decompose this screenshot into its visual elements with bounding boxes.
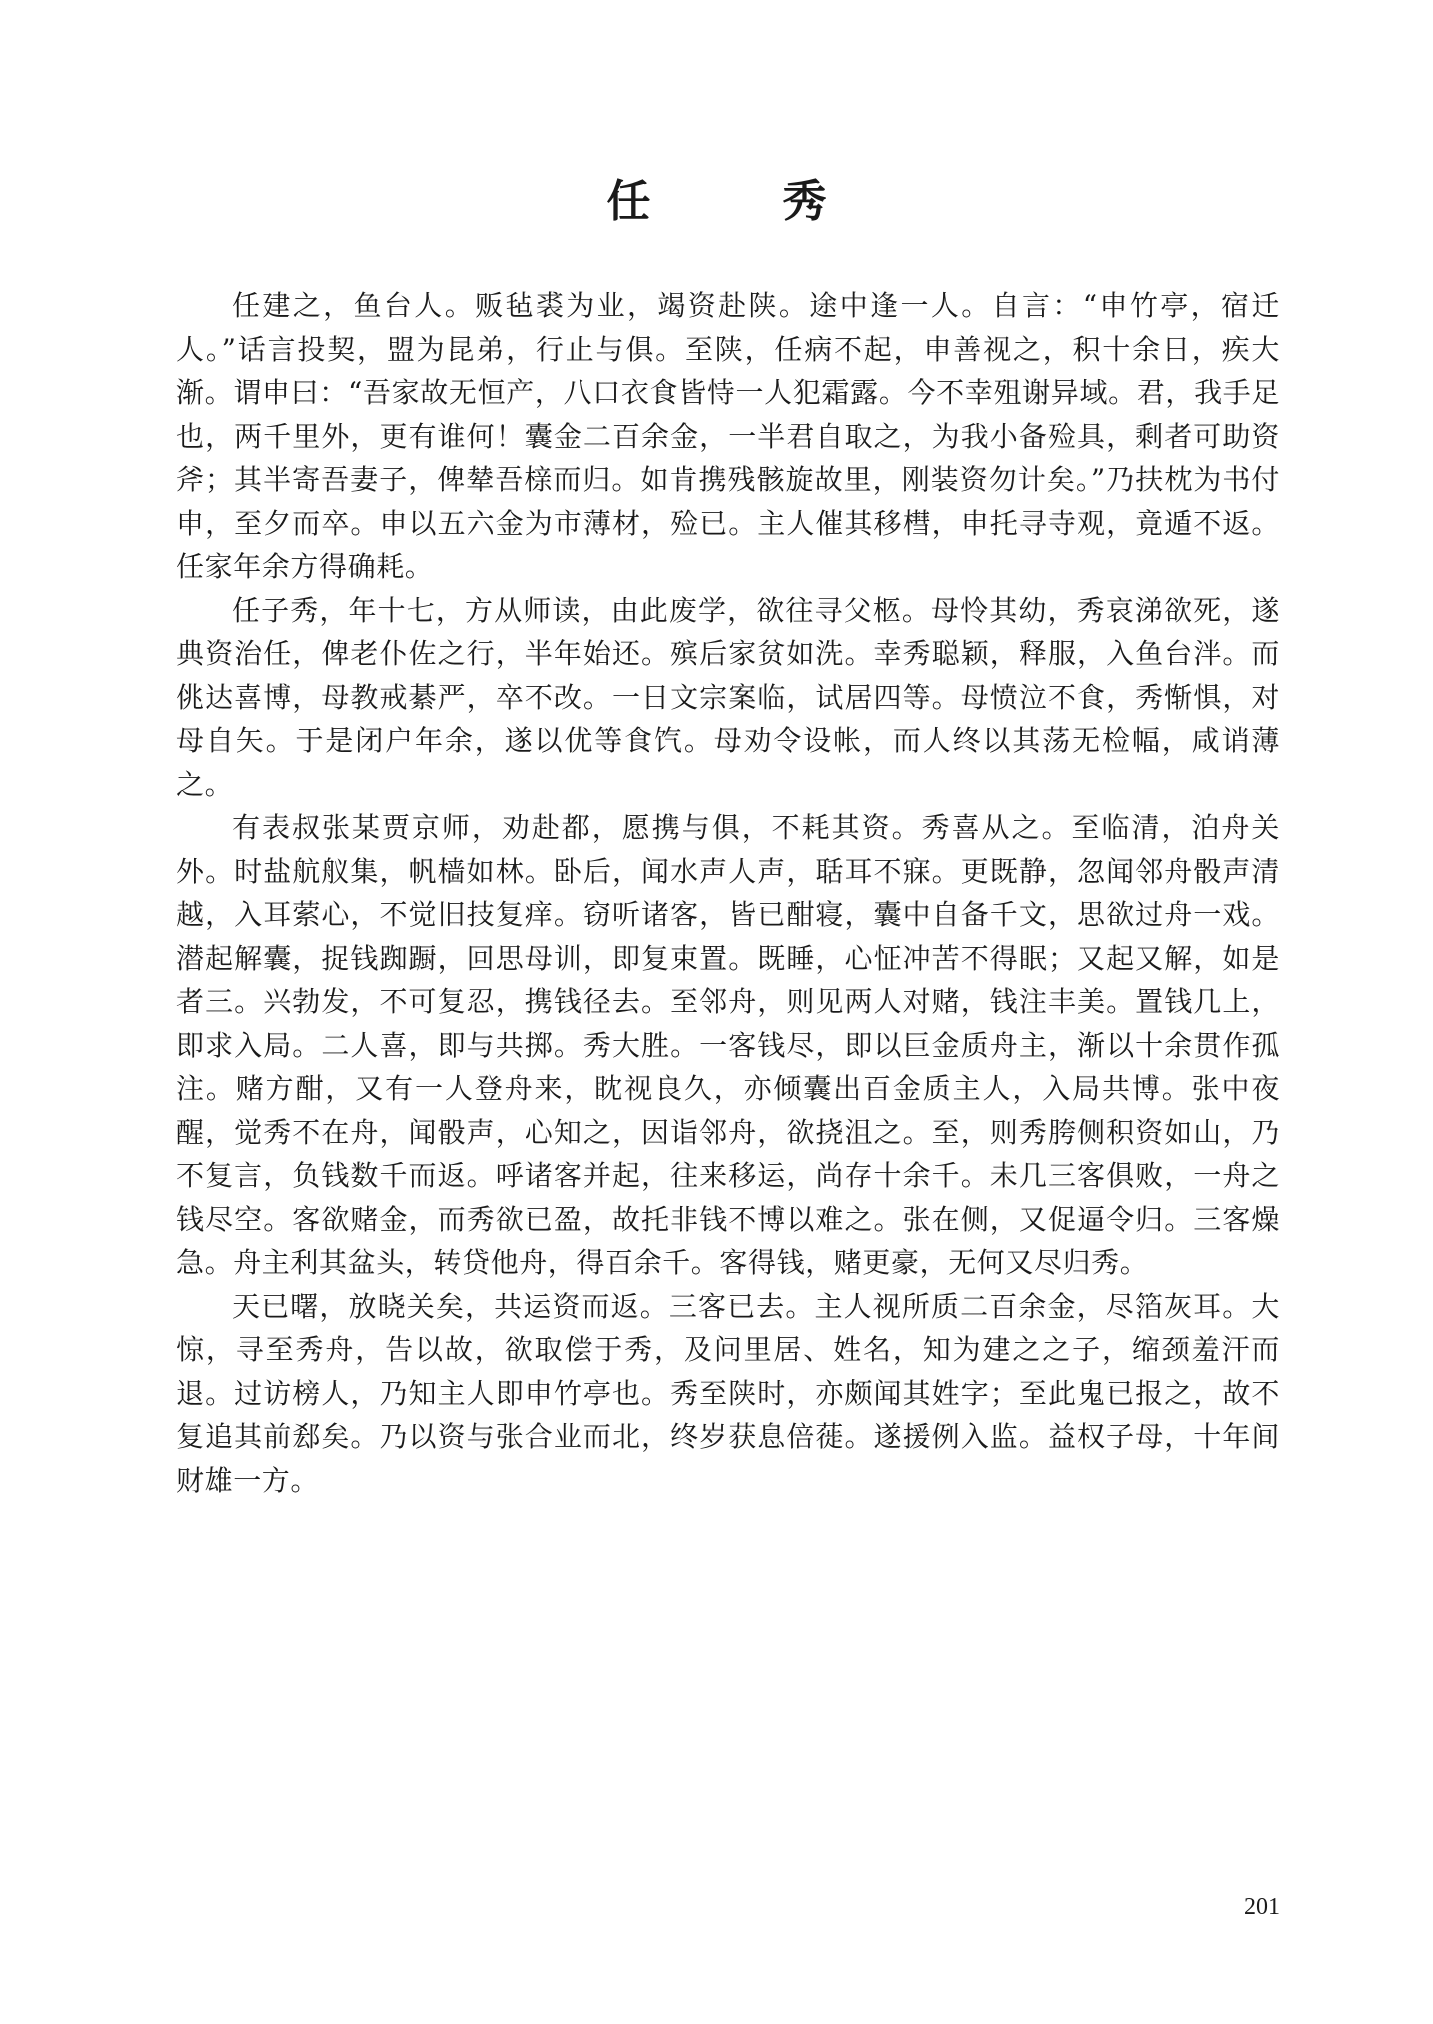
paragraph-3: 有表叔张某贾京师，劝赴都，愿携与俱，不耗其资。秀喜从之。至临清，泊舟关外。时盐航舣集，帆樯如林。卧后，闻水声人声，聒耳不寐。更既静，忽闻邻舟骰声清越，入耳萦心，不觉旧技复痒。窃听诸客，皆已酣寝，囊中自备千文，思欲过舟一戏。潜起解囊，捉钱踟蹰，回思母训，即复束置。既睡，心怔冲苦不得眠；又起又解，如是者三。兴勃发，不可复忍，携钱径去。至邻舟，则见两人对赌，钱注丰美。置钱几上，即求入局。二人喜，即与共掷。秀大胜。一客钱尽，即以巨金质舟主，渐以十余贯作孤注。赌方酣，又有一人登舟来，眈视良久，亦倾囊出百金质主人，入局共博。张中夜醒，觉秀不在舟，闻骰声，心知之，因诣邻舟，欲挠沮之。至，则秀胯侧积资如山，乃不复言，负钱数千而返。呼诸客并起，往来移运，尚存十余千。未几三客俱败，一舟之钱尽空。客欲赌金，而秀欲已盈，故托非钱不博以难之。张在侧，又促逼令归。三客燥急。舟主利其盆头，转贷他舟，得百余千。客得钱，赌更豪，无何又尽归秀。 bbox=[176, 811, 1280, 1279]
paragraph-2: 任子秀，年十七，方从师读，由此废学，欲往寻父柩。母怜其幼，秀哀涕欲死，遂典资治任，俾老仆佐之行，半年始还。殡后家贫如洗。幸秀聪颖，释服，入鱼台泮。而佻达喜博，母教戒綦严，卒不改。一日文宗案临，试居四等。母愤泣不食，秀惭惧，对母自矢。于是闭户年余，遂以优等食饩。母劝令设帐，而人终以其荡无检幅，咸诮薄之。 bbox=[176, 593, 1280, 801]
page-number: 201 bbox=[1244, 1894, 1280, 1920]
paragraph-4: 天已曙，放晓关矣，共运资而返。三客已去。主人视所质二百余金，尽箔灰耳。大惊，寻至秀舟，告以故，欲取偿于秀，及问里居、姓名，知为建之之子，缩颈羞汗而退。过访榜人，乃知主人即申竹亭也。秀至陕时，亦颇闻其姓字；至此鬼已报之，故不复追其前郄矣。乃以资与张合业而北，终岁获息倍蓰。遂援例入监。益权子母，十年间财雄一方。 bbox=[176, 1289, 1280, 1497]
page-title: 任 秀 bbox=[606, 176, 871, 227]
body-text bbox=[176, 284, 1280, 1502]
paragraph-1: 任建之，鱼台人。贩毡裘为业，竭资赴陕。途中逢一人。自言：“申竹亭，宿迁人。”话言投契，盟为昆弟，行止与俱。至陕，任病不起，申善视之，积十余日，疾大渐。谓申曰：“吾家故无恒产，八口衣食皆恃一人犯霜露。今不幸殂谢异域。君，我手足也，两千里外，更有谁何！囊金二百余金，一半君自取之，为我小备殓具，剩者可助资斧；其半寄吾妻子，俾辇吾榇而归。如肯携残骸旋故里，刚装资勿计矣。”乃扶枕为书付申，至夕而卒。申以五六金为市薄材，殓已。主人催其移槥，申托寻寺观，竟遁不返。任家年余方得确耗。 bbox=[176, 289, 1280, 583]
